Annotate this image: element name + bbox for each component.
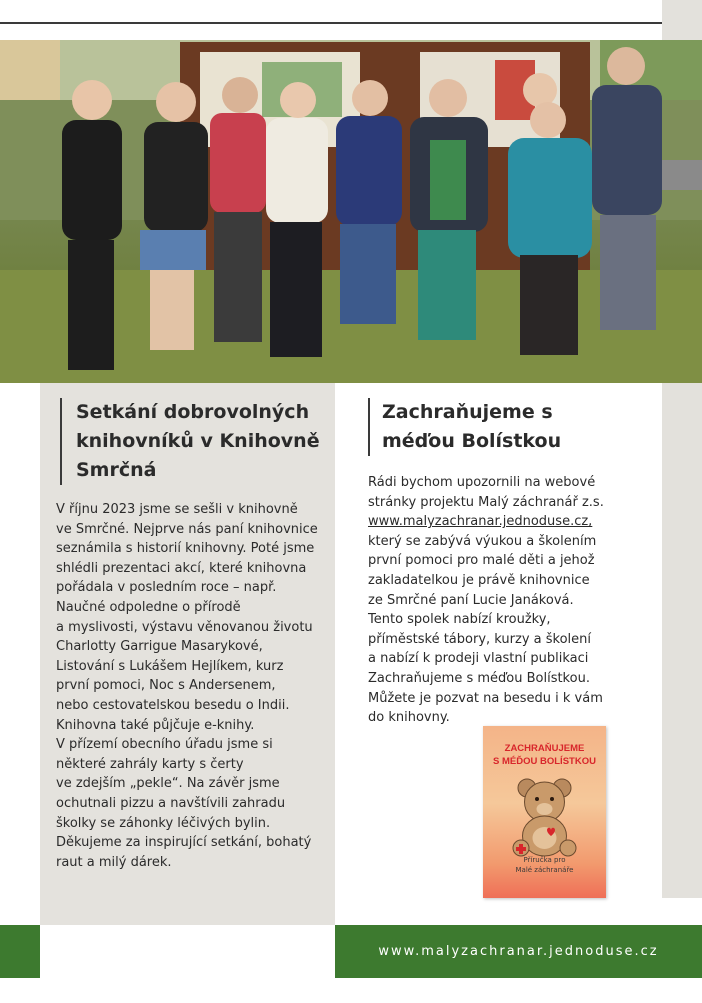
body-line: raut a milý dárek.	[56, 854, 172, 870]
body-line: Zachraňujeme s méďou Bolístkou.	[368, 670, 590, 686]
body-line: V říjnu 2023 jsme se sešli v knihovně	[56, 502, 298, 517]
body-line: ochutnali pizzu a navštívili zahradu	[56, 795, 286, 811]
book-cover	[483, 726, 606, 898]
footer-website-link[interactable]: www.malyzachranar.jednoduse.cz	[378, 944, 659, 959]
body-line: ve Smrčné. Nejprve nás paní knihovnice	[56, 521, 318, 537]
book-subtitle	[483, 855, 606, 875]
body-line: Rádi bychom upozornili na webové	[368, 475, 596, 490]
book-title-line: ZACHRAŇUJEME	[504, 743, 585, 754]
website-link[interactable]: www.malyzachranar.jednoduse.cz,	[368, 514, 593, 530]
book-subtitle-line: Příručka pro	[523, 856, 566, 864]
body-line: a nabízí k prodeji vlastní publikaci	[368, 651, 589, 667]
body-line: Naučné odpoledne o přírodě	[56, 599, 241, 615]
body-line: který se zabývá výukou a školením	[368, 533, 597, 549]
body-line: stránky projektu Malý záchranář z.s.	[368, 494, 604, 510]
body-line: první pomoci, Noc s Andersenem,	[56, 678, 276, 694]
body-line: ze Smrčné paní Lucie Janáková.	[368, 592, 574, 608]
body-line: zakladatelkou je právě knihovnice	[368, 572, 590, 588]
body-line: shlédli prezentaci akcí, které knihovna	[56, 560, 307, 576]
heading-line: Zachraňujeme s	[382, 401, 553, 423]
body-line: do knihovny.	[368, 710, 450, 726]
body-line: Listování s Lukášem Hejlíkem, kurz	[56, 658, 284, 674]
body-line: pořádala v posledním roce – např.	[56, 580, 277, 596]
group-photo	[0, 40, 702, 383]
group-photo-illustration	[0, 40, 702, 383]
heading-line: Smrčná	[76, 459, 157, 481]
body-line: některé zahrály karty s čerty	[56, 756, 244, 772]
footer-bar-left	[0, 925, 40, 978]
body-line: Můžete je pozvat na besedu i k vám	[368, 690, 603, 706]
right-article-heading	[368, 398, 642, 456]
body-line: seznámila s historií knihovny. Poté jsme	[56, 541, 315, 557]
body-line: Děkujeme za inspirující setkání, bohatý	[56, 835, 312, 851]
left-article-body	[56, 500, 326, 872]
heading-line: knihovníků v Knihovně	[76, 430, 320, 452]
right-article-body	[368, 473, 630, 728]
body-line: školky se záhonky léčivých bylin.	[56, 815, 271, 831]
body-line: Knihovna také půjčuje e-knihy.	[56, 717, 255, 733]
body-line: Charlotty Garrigue Masarykové,	[56, 639, 263, 655]
body-line: ve zdejším „pekle“. Na závěr jsme	[56, 776, 280, 792]
book-subtitle-line: Malé záchranáře	[515, 866, 574, 874]
body-line: Tento spolek nabízí kroužky,	[368, 612, 551, 628]
body-line: první pomoci pro malé děti a jehož	[368, 553, 595, 569]
top-rule	[0, 22, 662, 24]
left-article-heading	[60, 398, 336, 485]
heading-line: Setkání dobrovolných	[76, 401, 310, 423]
book-title-line: S MÉĎOU BOLÍSTKOU	[493, 756, 596, 767]
body-line: a myslivosti, výstavu věnovanou životu	[56, 619, 313, 635]
body-line: nebo cestovatelskou besedu o Indii.	[56, 697, 290, 713]
body-line: příměstské tábory, kurzy a školení	[368, 631, 591, 647]
body-line: V přízemí obecního úřadu jsme si	[56, 737, 273, 753]
heading-line: méďou Bolístkou	[382, 430, 562, 452]
